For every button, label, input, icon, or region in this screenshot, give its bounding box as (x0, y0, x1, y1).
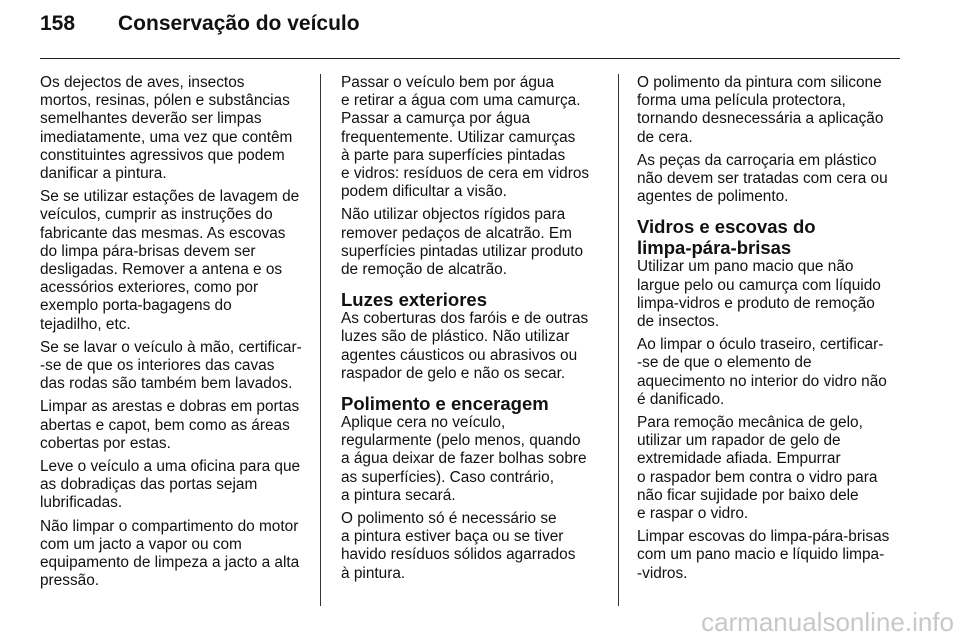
text-line: imediatamente, uma vez que contêm (40, 128, 293, 146)
text-line: de insectos. (637, 313, 720, 331)
text-line: Se se lavar o veículo à mão, certificar- (40, 338, 302, 356)
text-line: frequentemente. Utilizar camurças (341, 128, 576, 146)
text-line: cobertas por estas. (40, 434, 171, 452)
text-line: com um jacto a vapor ou com (40, 535, 242, 553)
watermark: carmanualsonline.info (701, 607, 954, 637)
text-line: a pintura estiver baça ou se tiver (341, 528, 564, 546)
paragraph (637, 74, 902, 147)
column-3 (637, 74, 902, 588)
text-line: As coberturas dos faróis e de outras (341, 310, 589, 328)
text-line: a água deixar de fazer bolhas sobre (341, 450, 587, 468)
chapter-title: Conservação do veículo (118, 12, 360, 35)
paragraph (637, 528, 902, 583)
text-line: não devem ser tratadas com cera ou (637, 170, 888, 188)
text-line: o raspador bem contra o vidro para (637, 468, 878, 486)
paragraph (341, 310, 611, 383)
text-line: podem dificultar a visão. (341, 183, 507, 201)
text-line: à parte para superfícies pintadas (341, 146, 566, 164)
text-line: -se de que os interiores das cavas (40, 357, 275, 375)
paragraph (40, 74, 310, 183)
text-line: Para remoção mecânica de gelo, (637, 414, 863, 432)
text-line: remover pedaços de alcatrão. Em (341, 224, 572, 242)
text-line: com um pano macio e líquido limpa- (637, 546, 885, 564)
text-line: Utilizar um pano macio que não (637, 258, 854, 276)
paragraph (341, 414, 611, 505)
paragraph (637, 414, 902, 523)
text-line: Aplique cera no veículo, (341, 414, 506, 432)
heading-line: Vidros e escovas do (637, 216, 816, 238)
text-line: semelhantes deverão ser limpas (40, 110, 262, 128)
text-line: As peças da carroçaria em plástico (637, 151, 877, 169)
section-heading-glass-wipers (637, 216, 902, 258)
text-line: Ao limpar o óculo traseiro, certificar- (637, 336, 884, 354)
text-line: Não limpar o compartimento do motor (40, 517, 299, 535)
paragraph (40, 458, 310, 513)
text-line: lubrificadas. (40, 494, 123, 512)
heading-line: limpa-pára-brisas (637, 237, 792, 259)
paragraph (341, 74, 611, 201)
paragraph (341, 510, 611, 583)
text-line: tejadilho, etc. (40, 315, 131, 333)
text-line: de remoção de alcatrão. (341, 261, 507, 279)
paragraph (637, 258, 902, 331)
text-line: constituintes agressivos que podem (40, 146, 285, 164)
text-line: e vidros: resíduos de cera em vidros (341, 165, 590, 183)
text-line: as superfícies). Caso contrário, (341, 468, 554, 486)
text-line: não ficar sujidade por baixo dele (637, 486, 859, 504)
text-line: extremidade afiada. Empurrar (637, 450, 841, 468)
text-line: de cera. (637, 128, 693, 146)
section-heading-polishing: Polimento e enceragem (341, 393, 549, 415)
section-heading-exterior-lights: Luzes exteriores (341, 289, 488, 311)
text-line: desligadas. Remover a antena e os (40, 261, 283, 279)
text-line: Limpar escovas do limpa-pára-brisas (637, 528, 890, 546)
text-line: O polimento só é necessário se (341, 510, 557, 528)
text-line: Não utilizar objectos rígidos para (341, 206, 566, 224)
text-line: as dobradiças das portas sejam (40, 476, 258, 494)
text-line: agentes de polimento. (637, 188, 789, 206)
text-line: -se de que o elemento de (637, 354, 812, 372)
text-line: -vidros. (637, 564, 688, 582)
text-line: pressão. (40, 572, 100, 590)
header-rule (40, 58, 900, 59)
text-line: é danificado. (637, 390, 725, 408)
paragraph (40, 188, 310, 334)
text-line: e retirar a água com uma camurça. (341, 92, 581, 110)
text-line: Os dejectos de aves, insectos (40, 74, 245, 91)
column-1 (40, 74, 310, 595)
text-line: Se se utilizar estações de lavagem de (40, 188, 300, 206)
text-line: Leve o veículo a uma oficina para que (40, 458, 301, 476)
text-line: acessórios exteriores, como por (40, 279, 259, 297)
column-divider (618, 74, 619, 606)
text-line: abertas e capot, bem como as áreas (40, 416, 290, 434)
page-header (40, 12, 900, 42)
text-line: Passar a camurça por água (341, 110, 531, 128)
text-line: equipamento de limpeza a jacto a alta (40, 554, 300, 572)
text-line: raspador de gelo e não os secar. (341, 364, 566, 382)
text-line: luzes são de plástico. Não utilizar (341, 328, 570, 346)
text-line: forma uma película protectora, (637, 92, 846, 110)
text-line: à pintura. (341, 564, 406, 582)
text-line: do limpa pára-brisas devem ser (40, 242, 256, 260)
paragraph (637, 336, 902, 409)
column-divider (320, 74, 321, 606)
text-line: superfícies pintadas utilizar produto (341, 242, 584, 260)
text-line: e raspar o vidro. (637, 505, 749, 523)
text-line: Limpar as arestas e dobras em portas (40, 398, 300, 416)
text-line: O polimento da pintura com silicone (637, 74, 882, 91)
text-line: danificar a pintura. (40, 165, 167, 183)
text-line: das rodas são também bem lavados. (40, 375, 293, 393)
text-line: utilizar um rapador de gelo de (637, 432, 841, 450)
text-line: exemplo porta-bagagens do (40, 297, 232, 315)
paragraph (40, 518, 310, 591)
text-line: fabricante das mesmas. As escovas (40, 224, 286, 242)
text-line: tornando desnecessária a aplicação (637, 110, 884, 128)
text-line: limpa-vidros e produto de remoção (637, 294, 875, 312)
text-line: regularmente (pelo menos, quando (341, 432, 581, 450)
column-2 (341, 74, 611, 588)
text-line: havido resíduos sólidos agarrados (341, 546, 576, 564)
text-line: a pintura secará. (341, 486, 456, 504)
paragraph (40, 339, 310, 394)
text-line: Passar o veículo bem por água (341, 74, 555, 91)
text-line: agentes cáusticos ou abrasivos ou (341, 346, 578, 364)
paragraph (40, 398, 310, 453)
text-line: aquecimento no interior do vidro não (637, 372, 887, 390)
paragraph (341, 206, 611, 279)
page-number: 158 (40, 12, 76, 35)
text-line: mortos, resinas, pólen e substâncias (40, 92, 290, 110)
text-line: veículos, cumprir as instruções do (40, 206, 273, 224)
text-line: largue pelo ou camurça com líquido (637, 276, 881, 294)
paragraph (637, 152, 902, 207)
